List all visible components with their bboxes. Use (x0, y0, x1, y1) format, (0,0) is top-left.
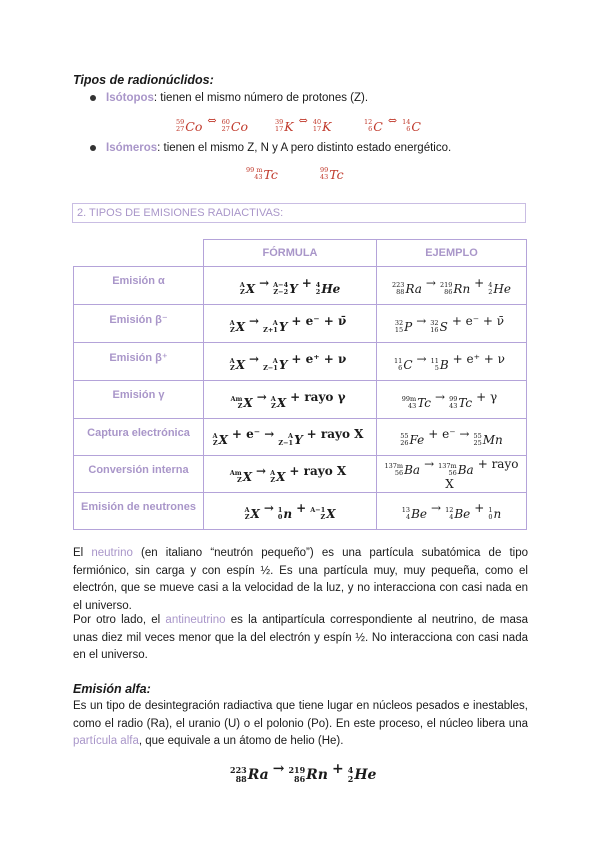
element-symbol: Tc (458, 395, 473, 410)
atomic-number: Z (229, 363, 235, 372)
bullet-dot-icon (90, 145, 96, 151)
formula-header: FÓRMULA (204, 240, 377, 267)
nuclide (348, 766, 377, 783)
nuclide (270, 470, 285, 484)
equation-operator: → (425, 275, 436, 290)
section-title-box (72, 203, 526, 223)
isomers-term: Isómeros (106, 142, 158, 154)
mass-number: A (244, 506, 250, 514)
nuclide (213, 433, 228, 447)
mass-number: A (229, 356, 235, 365)
nuclide (278, 433, 302, 447)
equation-operator: → (431, 501, 442, 515)
mass-number: A (229, 318, 235, 327)
formula-cell (204, 305, 377, 343)
mass-number: Am (230, 394, 243, 403)
element-symbol: X (276, 395, 287, 410)
element-symbol: Be (454, 507, 471, 521)
nuclide (176, 119, 202, 134)
nuclide (244, 507, 259, 521)
radionuclide-types-heading: Tipos de radionúclidos: (73, 73, 214, 87)
atomic-number: 86 (444, 287, 453, 296)
element-symbol: K (322, 118, 332, 134)
element-symbol: Rn (306, 766, 328, 783)
mass-number: A (270, 394, 276, 403)
equation-operator: + e⁻ → (428, 427, 470, 441)
bullet-dot-icon (90, 95, 96, 101)
element-symbol: He (354, 766, 377, 783)
mass-number: 1 (488, 506, 493, 514)
table-row (74, 381, 527, 419)
element-symbol: B (439, 357, 449, 372)
nuclide (438, 463, 474, 477)
antineutrino-term: antineutrino (165, 614, 226, 626)
mass-number: A (272, 356, 278, 365)
formula-cell (204, 267, 377, 305)
nuclide (230, 396, 252, 410)
atomic-number: Z−1 (278, 439, 294, 447)
table-row (74, 343, 527, 381)
alpha-particle-term: partícula alfa (73, 735, 139, 747)
equation-operator: + e⁺ + ν (452, 351, 505, 366)
element-symbol: X (235, 357, 246, 372)
formula-cell (204, 419, 377, 456)
equation-operator: → (435, 389, 446, 404)
atomic-number: 4 (449, 513, 454, 521)
isotopes-definition: : tienen el mismo número de protones (Z). (153, 92, 369, 104)
nuclide (263, 320, 287, 334)
element-symbol: Rn (453, 281, 471, 296)
example-cell (377, 343, 527, 381)
nuclide (488, 282, 511, 296)
mass-number: 32 (430, 318, 439, 327)
atomic-number: Z (212, 439, 218, 447)
nuclide (313, 119, 332, 134)
nuclide (230, 470, 252, 484)
mass-number: 223 (230, 765, 247, 775)
element-symbol: Tc (263, 166, 278, 182)
equation-operator: → (416, 351, 427, 366)
element-symbol: Y (278, 319, 288, 334)
element-symbol: Fe (409, 433, 425, 447)
mass-number: 4 (488, 280, 493, 289)
element-symbol: Co (230, 118, 248, 134)
nuclide (445, 507, 470, 521)
atomic-number: 88 (235, 773, 247, 784)
example-cell (377, 456, 527, 493)
atomic-number: 6 (368, 125, 373, 133)
mass-number: 99 m (246, 166, 263, 174)
mass-number: 12 (445, 506, 454, 514)
mass-number: 137m (384, 462, 404, 470)
atomic-number: 25 (473, 439, 482, 447)
mass-number: 14 (402, 118, 411, 126)
equation-operator: → (424, 457, 435, 471)
element-symbol: Ba (457, 463, 474, 477)
atomic-number: 17 (275, 125, 284, 133)
example-cell (377, 381, 527, 419)
atomic-number: 86 (294, 773, 306, 784)
nuclide (230, 766, 269, 783)
emission-type-cell: Emisión α (74, 267, 204, 305)
atomic-number: Z (237, 401, 243, 410)
emission-type-cell: Emisión β⁻ (74, 305, 204, 343)
nuclide (240, 282, 255, 296)
element-symbol: P (404, 319, 413, 334)
formula-cell (204, 456, 377, 493)
atomic-number: 5 (434, 363, 439, 372)
nuclide (316, 282, 341, 296)
equation-operator: + rayo γ (290, 389, 346, 404)
atomic-number: 0 (277, 513, 283, 521)
mass-number: 11 (430, 356, 439, 365)
nuclide (488, 507, 501, 521)
mass-number: 4 (347, 765, 354, 775)
atomic-number: Z−2 (273, 287, 289, 296)
atomic-number: 56 (394, 469, 404, 477)
emission-type-cell: Captura electrónica (74, 419, 204, 456)
isotopes-term: Isótopos (106, 92, 154, 104)
alpha-decay-equation (230, 761, 376, 783)
table-row (74, 419, 527, 456)
element-symbol: X (243, 395, 253, 410)
element-symbol: X (326, 507, 336, 521)
atomic-number: 43 (320, 173, 329, 181)
example-cell (377, 305, 527, 343)
equation-operator: → (256, 389, 267, 404)
nuclide (273, 282, 298, 296)
nuclide (395, 320, 412, 334)
atomic-number: 27 (221, 125, 230, 133)
formula-cell (204, 381, 377, 419)
nuclide (230, 320, 245, 334)
equation-operator: → (259, 275, 270, 290)
isotopes-bullet (90, 92, 368, 104)
element-symbol: Y (289, 281, 298, 296)
nuclide (278, 507, 292, 521)
mass-number: A (272, 318, 278, 327)
equation-operator: + γ (476, 389, 498, 404)
isomer-nuclide (320, 160, 344, 182)
alpha-emission-heading: Emisión alfa: (73, 682, 151, 696)
alpha-paragraph (73, 698, 528, 751)
emission-type-cell: Emisión β⁺ (74, 343, 204, 381)
antineutrino-pre-text: Por otro lado, el (73, 614, 166, 626)
element-symbol: n (493, 507, 502, 521)
equation-operator: + (301, 275, 312, 290)
table-row (74, 305, 527, 343)
nuclide (246, 167, 278, 182)
equation-operator: → (249, 313, 260, 328)
atomic-number: Z−1 (263, 363, 278, 372)
atomic-number: 6 (398, 363, 403, 372)
nuclide (473, 433, 502, 447)
nuclide (385, 463, 421, 477)
neutrino-paragraph (73, 545, 528, 615)
atomic-number: 0 (488, 513, 493, 521)
nuclide (288, 766, 328, 783)
nuclide (430, 320, 448, 334)
atomic-number: Z (270, 476, 276, 484)
element-symbol: Ba (404, 463, 421, 477)
atomic-number: 4 (405, 513, 411, 521)
alpha-pre-text: Es un tipo de desintegración radiactiva que tiene lugar en núcleos pesados e inestables, como el radio (Ra), el uranio (U) o el polonio (Po). En este proceso, el núcleo libera una (73, 700, 528, 730)
mass-number: A (288, 432, 294, 440)
nuclide (440, 282, 470, 296)
element-symbol: He (321, 281, 341, 296)
element-symbol: He (493, 281, 511, 296)
mass-number: 39 (275, 118, 284, 126)
equation-operator: + e⁺ + ν (291, 351, 347, 366)
mass-number: 219 (288, 765, 306, 775)
atomic-number: 56 (448, 469, 457, 477)
emissions-table (73, 239, 527, 530)
element-symbol: Y (278, 357, 288, 372)
atomic-number: Z+1 (263, 325, 278, 334)
equation-operator: → (272, 761, 285, 777)
atomic-number: 27 (176, 125, 185, 133)
alpha-post-text: , que equivale a un átomo de helio (He). (138, 735, 344, 747)
equation-operator: + rayo X (445, 457, 519, 491)
isotope-pair (275, 112, 331, 134)
neutrino-pre-text: El (73, 547, 92, 559)
atomic-number: 16 (430, 325, 439, 334)
nuclide (364, 119, 383, 134)
element-symbol: X (242, 470, 252, 484)
atomic-number: 88 (396, 287, 405, 296)
element-symbol: X (245, 281, 256, 296)
section-title: 2. TIPOS DE EMISIONES RADIACTIVAS: (77, 207, 284, 219)
equation-operator: → (249, 351, 260, 366)
mass-number: 219 (439, 280, 453, 289)
empty-header-cell (74, 240, 204, 267)
emissions-table-body (74, 267, 527, 530)
element-symbol: Tc (417, 395, 432, 410)
isomer-nuclide (246, 160, 278, 182)
isotope-pair (176, 112, 248, 134)
equation-operator: + rayo X (306, 427, 364, 441)
neutrino-term: neutrino (91, 547, 133, 559)
element-symbol: Co (185, 118, 203, 134)
antineutrino-paragraph (73, 612, 528, 665)
neutrino-body-text: (en italiano “neutrón pequeño”) es una partícula subatómica de tipo fermiónico, sin carga y con espín ½. Es una partícula muy, muy pequeña, como el electrón, que se mueve casi a la velocidad de la luz, y no interacciona con casi nada en el universo. (73, 547, 528, 612)
atomic-number: 15 (394, 325, 404, 334)
atomic-number: 2 (488, 287, 493, 296)
antineutrino-body-text: es la antipartícula correspondiente al neutrino, de masa unas diez mil veces menor que la del electrón y espín ½. No interacciona con casi nada en el universo. (73, 614, 528, 661)
atomic-number: 6 (406, 125, 411, 133)
equation-operator: + (474, 275, 485, 290)
equation-operator: + (296, 501, 307, 515)
atomic-number: Z (240, 287, 245, 296)
mass-number: 99m (401, 394, 417, 403)
atomic-number: Z (229, 325, 235, 334)
example-cell (377, 493, 527, 530)
mass-number: 32 (394, 318, 404, 327)
mass-number: A−1 (310, 506, 326, 514)
mass-number: Am (229, 469, 242, 477)
equation-operator: + rayo X (289, 464, 347, 478)
table-header-row (74, 240, 527, 267)
nuclide (310, 507, 335, 521)
nuclide (230, 358, 245, 372)
mass-number: 12 (364, 118, 373, 126)
element-symbol: X (276, 470, 286, 484)
atomic-number: Z (236, 476, 242, 484)
nuclide (271, 396, 286, 410)
isomers-definition: : tienen el mismo Z, N y A pero distinto estado energético. (157, 142, 452, 154)
equation-operator: + e⁻ + ν̄ (291, 313, 347, 328)
mass-number: A (270, 469, 276, 477)
equation-operator: + e⁻ + ν̄ (451, 313, 505, 328)
nuclide (402, 396, 431, 410)
atomic-number: 43 (407, 401, 417, 410)
element-symbol: S (439, 319, 448, 334)
element-symbol: Ra (247, 766, 269, 783)
element-symbol: Ra (405, 281, 422, 296)
example-header: EJEMPLO (377, 240, 527, 267)
atomic-number: 26 (400, 439, 409, 447)
mass-number: 99 (449, 394, 458, 403)
equation-operator: → (256, 464, 267, 478)
formula-cell (204, 343, 377, 381)
nuclide (449, 396, 472, 410)
nuclide (400, 433, 424, 447)
nuclide (431, 358, 449, 372)
table-row (74, 456, 527, 493)
atomic-number: 17 (312, 125, 322, 133)
element-symbol: K (284, 118, 294, 134)
atomic-number: 2 (347, 773, 354, 784)
mass-number: 4 (315, 280, 321, 289)
element-symbol: Y (294, 433, 303, 447)
equation-operator: → (416, 313, 427, 328)
element-symbol: Be (411, 507, 427, 521)
atomic-number: Z (271, 401, 276, 410)
isomer-examples (0, 160, 600, 182)
nuclide (394, 358, 412, 372)
mass-number: 13 (401, 506, 411, 514)
element-symbol: C (411, 118, 421, 134)
element-symbol: C (373, 118, 383, 134)
equation-operator: → (263, 501, 274, 515)
emission-type-cell: Emisión γ (74, 381, 204, 419)
element-symbol: Mn (482, 433, 503, 447)
formula-cell (204, 493, 377, 530)
mass-number: 40 (312, 118, 322, 126)
example-cell (377, 267, 527, 305)
mass-number: 11 (394, 356, 403, 365)
isotope-pair (364, 112, 421, 134)
double-arrow-icon: ⇔ (298, 114, 308, 127)
mass-number: 223 (392, 280, 405, 289)
element-symbol: X (250, 507, 260, 521)
mass-number: 55 (400, 432, 409, 440)
table-row (74, 493, 527, 530)
equation-operator: + (474, 501, 485, 515)
double-arrow-icon: ⇔ (387, 114, 398, 127)
atomic-number: 43 (449, 401, 458, 410)
atomic-number: Z (244, 513, 250, 521)
atomic-number: 2 (315, 287, 321, 296)
element-symbol: Tc (329, 166, 344, 182)
mass-number: 99 (320, 166, 329, 174)
element-symbol: X (235, 319, 246, 334)
nuclide (222, 119, 248, 134)
atomic-number: Z (320, 513, 326, 521)
element-symbol: X (218, 433, 228, 447)
emission-type-cell: Conversión interna (74, 456, 204, 493)
mass-number: A (212, 432, 218, 440)
nuclide (402, 119, 421, 134)
nuclide (392, 282, 422, 296)
element-symbol: C (403, 357, 413, 372)
nuclide (275, 119, 294, 134)
example-cell (377, 419, 527, 456)
equation-operator: + (332, 761, 344, 777)
nuclide (263, 358, 287, 372)
mass-number: 59 (176, 118, 185, 126)
mass-number: 1 (277, 506, 283, 514)
nuclide (320, 167, 344, 182)
emission-type-cell: Emisión de neutrones (74, 493, 204, 530)
mass-number: A−4 (273, 280, 289, 289)
isomers-bullet (90, 142, 451, 154)
mass-number: A (239, 280, 245, 289)
equation-operator: + e⁻ → (231, 427, 275, 441)
mass-number: 137m (438, 462, 457, 470)
isotope-examples (0, 112, 600, 134)
element-symbol: n (283, 507, 293, 521)
mass-number: 60 (221, 118, 230, 126)
table-row (74, 267, 527, 305)
mass-number: 55 (473, 432, 482, 440)
nuclide (402, 507, 427, 521)
atomic-number: 43 (254, 173, 263, 181)
double-arrow-icon: ⇔ (207, 114, 217, 127)
